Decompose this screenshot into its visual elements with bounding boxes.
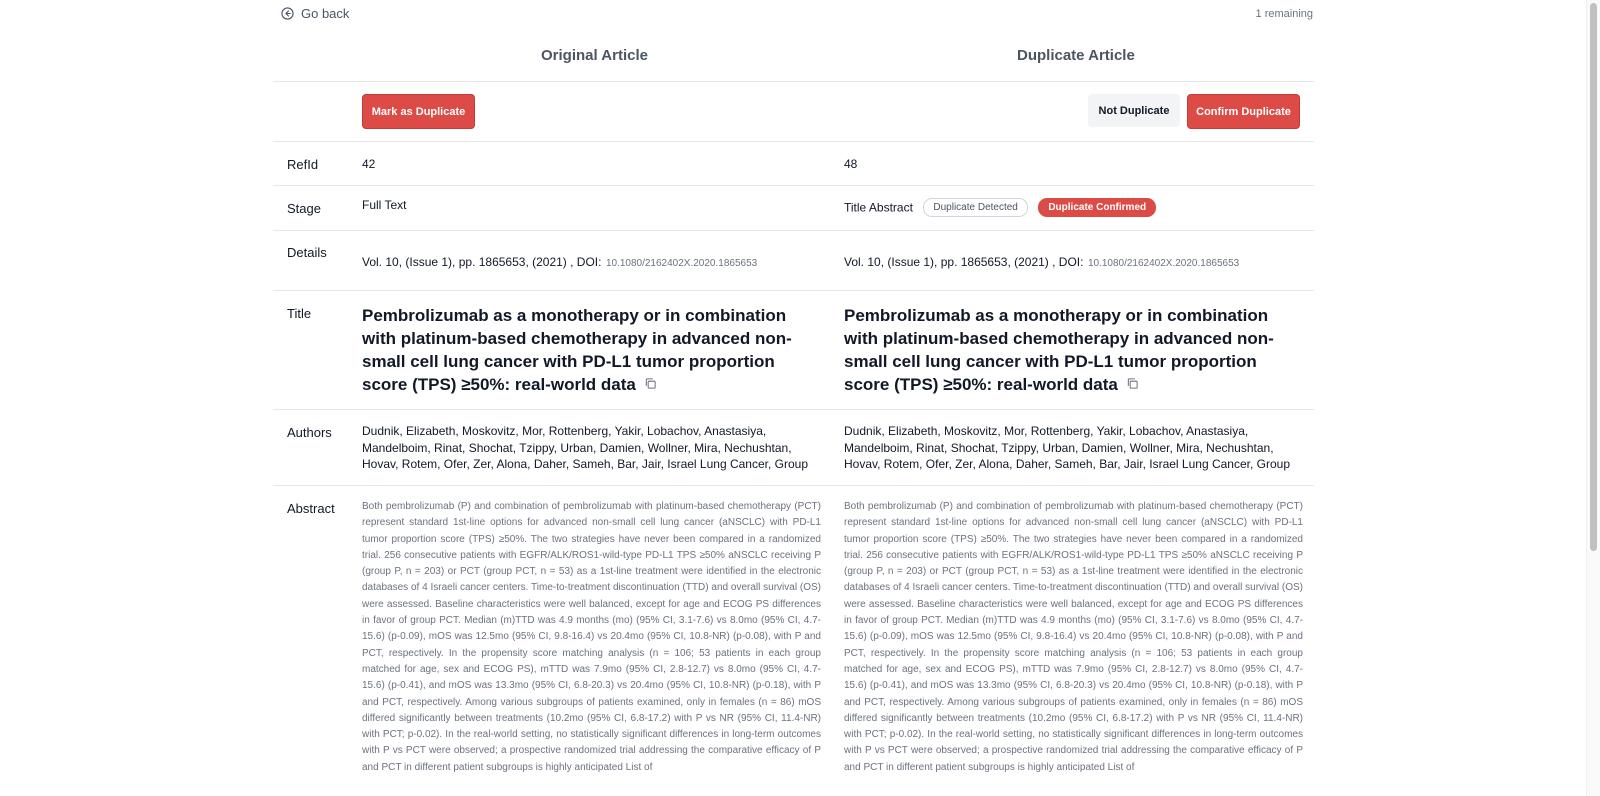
- original-title-cell: [362, 304, 821, 396]
- stage-label: Stage: [287, 201, 321, 216]
- go-back-link[interactable]: [281, 6, 349, 21]
- duplicate-authors: Dudnik, Elizabeth, Moskovitz, Mor, Rottenberg, Yakir, Lobachov, Anastasiya, Mandelboim, Rinat, Shochat, Tzippy, Urban, Damien, Wollner, Mira, Nechushtan, Hovav, Rotem, Ofer, Zer, Alona, Daher, Sameh, Bar, Jair, Israel Lung Cancer, Group: [844, 424, 1290, 471]
- original-doi: 10.1080/2162402X.2020.1865653: [605, 258, 758, 269]
- duplicate-abstract: Both pembrolizumab (P) and combination of pembrolizumab with platinum-based chemotherapy (PCT) represent standard 1st-line options for advanced non-small cell lung cancer (aNSCLC) with PD-L1 tumor proportion score (TPS) ≥50%. The two strategies have never been compared in a randomized trial. 256 consecutive patients with EGFR/ALK/ROS1-wild-type PD-L1 TPS ≥50% aNSCLC receiving P (group P, n = 203) or PCT (group PCT, n = 53) as a 1st-line treatment were identified in the electronic databases of 4 Israeli cancer centers. Time-to-treatment discontinuation (TTD) and overall survival (OS) were assessed. Baseline characteristics were well balanced, except for age and ECOG PS differences in favor of group PCT. Median (m)TTD was 4.9 months (mo) (95% CI, 3.1-7.6) vs 8.0mo (95% CI, 4.7-15.6) (p-0.09), mOS was 12.5mo (95% CI, 9.8-16.4) vs 20.4mo (95% CI, 10.8-NR) (p-0.08), with P and PCT, respectively. In the propensity score matching analysis (n = 106; 53 patients in each group matched for age, sex and ECOG PS), mTTD was 7.9mo (95% CI, 2.8-12.7) vs 8.0mo (95% CI, 4.7-15.6) (p-0.41), and mOS was 13.3mo (95% CI, 6.8-20.3) vs 20.4mo (95% CI, 10.8-NR) (p-0.18), with P and PCT, respectively. Among various subgroups of patients examined, only in females (n = 86) mOS differed significantly between treatments (10.2mo (95% CI, 6.8-17.2) with P vs NR (95% CI, 11.4-NR) with PCT; p-0.02). In the real-world setting, no statistically significant differences in long-term outcomes with P vs PCT were observed; a prospective randomized trial addressing the comparative efficacy of P and PCT in different patient subgroups is highly anticipated List of: [844, 501, 1303, 773]
- compare-container: [273, 0, 1314, 796]
- abstract-label: Abstract: [287, 501, 335, 516]
- original-refid: 42: [362, 157, 376, 171]
- scrollbar-thumb[interactable]: [1590, 3, 1597, 551]
- remaining-count: 1 remaining: [1255, 8, 1313, 20]
- original-stage: Full Text: [362, 198, 407, 212]
- go-back-label: Go back: [301, 6, 350, 21]
- duplicate-doi: 10.1080/2162402X.2020.1865653: [1087, 258, 1240, 269]
- abstract-row: [273, 486, 1314, 796]
- original-title: Pembrolizumab as a monotherapy or in combination with platinum-based chemotherapy in advanced non-small cell lung cancer with PD-L1 tumor proportion score (TPS) ≥50%: real-world data: [362, 306, 792, 394]
- duplicate-stage: Title Abstract: [844, 200, 913, 215]
- refid-label: RefId: [287, 157, 319, 172]
- original-details-text: Vol. 10, (Issue 1), pp. 1865653, (2021) , DOI:: [362, 255, 602, 269]
- duplicate-details-text: Vol. 10, (Issue 1), pp. 1865653, (2021) , DOI:: [844, 255, 1084, 269]
- page-scrollbar[interactable]: [1586, 0, 1600, 796]
- copy-icon[interactable]: [644, 377, 657, 395]
- duplicate-refid: 48: [844, 157, 858, 171]
- column-header-row: [273, 28, 1314, 82]
- actions-row: [273, 82, 1314, 142]
- top-bar: [273, 0, 1314, 28]
- duplicate-stage-cell: [844, 198, 1303, 217]
- duplicate-detected-badge: Duplicate Detected: [923, 198, 1028, 217]
- duplicate-title: Pembrolizumab as a monotherapy or in combination with platinum-based chemotherapy in advanced non-small cell lung cancer with PD-L1 tumor proportion score (TPS) ≥50%: real-world data: [844, 306, 1274, 394]
- mark-as-duplicate-button[interactable]: Mark as Duplicate: [362, 94, 475, 129]
- refid-row: [273, 142, 1314, 186]
- arrow-left-circle-icon: [281, 7, 294, 20]
- title-label: Title: [287, 306, 312, 321]
- title-row: [273, 291, 1314, 410]
- stage-row: [273, 186, 1314, 231]
- copy-icon[interactable]: [1126, 377, 1139, 395]
- duplicate-details: [844, 253, 1303, 271]
- original-details: [362, 253, 821, 271]
- original-abstract: Both pembrolizumab (P) and combination of pembrolizumab with platinum-based chemotherapy (PCT) represent standard 1st-line options for advanced non-small cell lung cancer (aNSCLC) with PD-L1 tumor proportion score (TPS) ≥50%. The two strategies have never been compared in a randomized trial. 256 consecutive patients with EGFR/ALK/ROS1-wild-type PD-L1 TPS ≥50% aNSCLC receiving P (group P, n = 203) or PCT (group PCT, n = 53) as a 1st-line treatment were identified in the electronic databases of 4 Israeli cancer centers. Time-to-treatment discontinuation (TTD) and overall survival (OS) were assessed. Baseline characteristics were well balanced, except for age and ECOG PS differences in favor of group PCT. Median (m)TTD was 4.9 months (mo) (95% CI, 3.1-7.6) vs 8.0mo (95% CI, 4.7-15.6) (p-0.09), mOS was 12.5mo (95% CI, 9.8-16.4) vs 20.4mo (95% CI, 10.8-NR) (p-0.08), with P and PCT, respectively. In the propensity score matching analysis (n = 106; 53 patients in each group matched for age, sex and ECOG PS), mTTD was 7.9mo (95% CI, 2.8-12.7) vs 8.0mo (95% CI, 4.7-15.6) (p-0.41), and mOS was 13.3mo (95% CI, 6.8-20.3) vs 20.4mo (95% CI, 10.8-NR) (p-0.18), with P and PCT, respectively. Among various subgroups of patients examined, only in females (n = 86) mOS differed significantly between treatments (10.2mo (95% CI, 6.8-17.2) with P vs NR (95% CI, 11.4-NR) with PCT; p-0.02). In the real-world setting, no statistically significant differences in long-term outcomes with P vs PCT were observed; a prospective randomized trial addressing the comparative efficacy of P and PCT in different patient subgroups is highly anticipated List of: [362, 501, 821, 773]
- duplicate-article-heading: Duplicate Article: [1017, 47, 1135, 64]
- original-authors: Dudnik, Elizabeth, Moskovitz, Mor, Rottenberg, Yakir, Lobachov, Anastasiya, Mandelboim, Rinat, Shochat, Tzippy, Urban, Damien, Wollner, Mira, Nechushtan, Hovav, Rotem, Ofer, Zer, Alona, Daher, Sameh, Bar, Jair, Israel Lung Cancer, Group: [362, 424, 808, 471]
- confirm-duplicate-button[interactable]: Confirm Duplicate: [1187, 94, 1300, 129]
- authors-label: Authors: [287, 425, 332, 440]
- details-row: [273, 231, 1314, 291]
- authors-row: [273, 410, 1314, 486]
- duplicate-title-cell: [844, 304, 1303, 396]
- not-duplicate-button[interactable]: Not Duplicate: [1088, 94, 1180, 127]
- duplicate-confirmed-badge: Duplicate Confirmed: [1038, 198, 1156, 217]
- original-article-heading: Original Article: [541, 47, 648, 64]
- details-label: Details: [287, 245, 327, 260]
